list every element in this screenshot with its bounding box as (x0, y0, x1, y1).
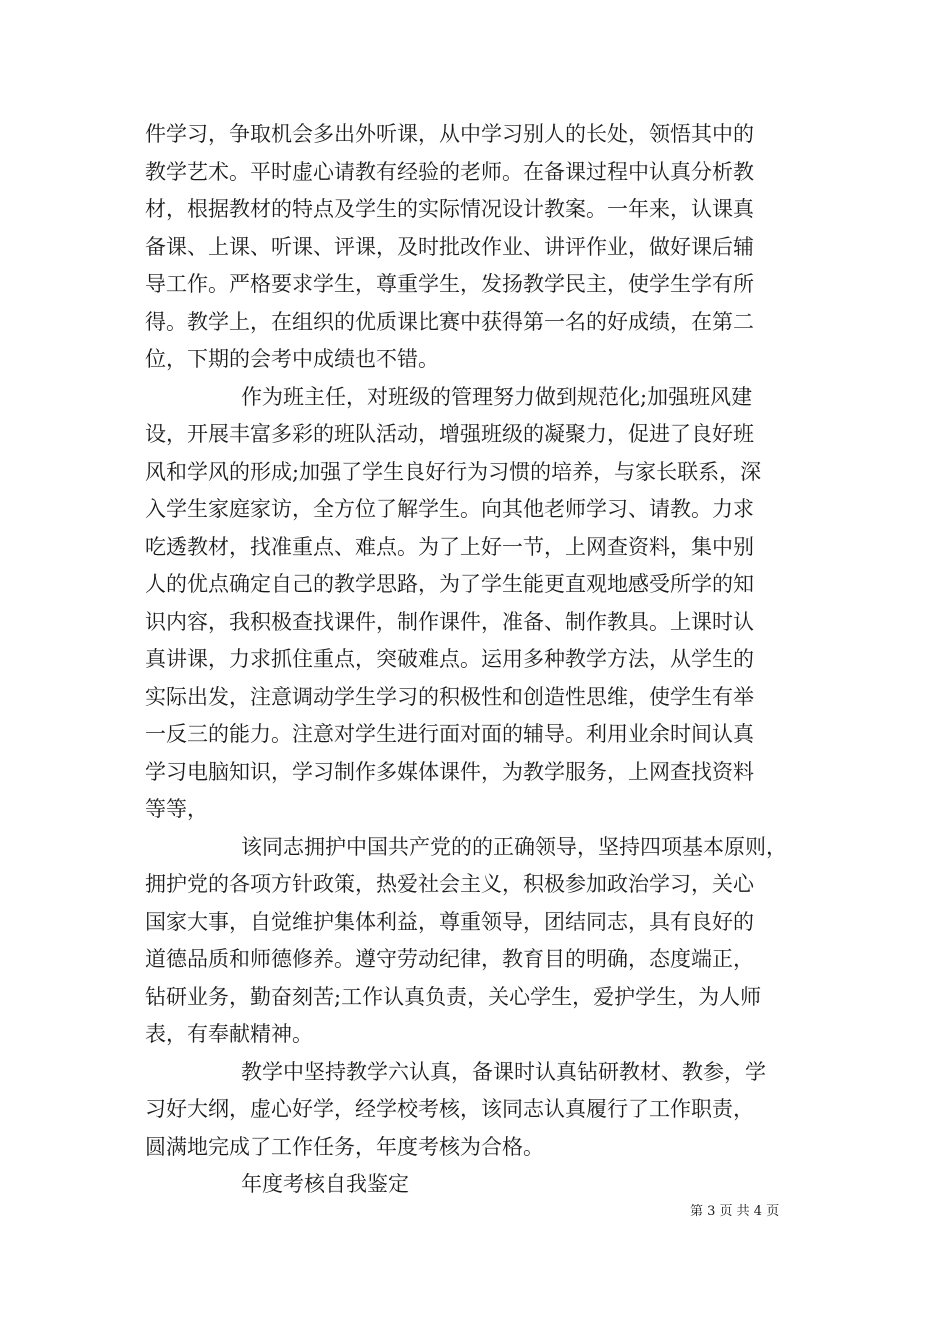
text-line: 学习电脑知识，学习制作多媒体课件，为教学服务，上网查找资料 (145, 759, 754, 784)
text-line: 件学习，争取机会多出外听课，从中学习别人的长处，领悟其中的 (145, 122, 754, 146)
paragraph-start-line: 教学中坚持教学六认真，备课时认真钻研教材、教参，学 (241, 1059, 766, 1084)
text-line: 人的优点确定自己的教学思路，为了学生能更直观地感受所学的知 (145, 572, 754, 596)
text-line: 风和学风的形成;加强了学生良好行为习惯的培养，与家长联系，深 (145, 459, 762, 484)
text-line: 导工作。严格要求学生，尊重学生，发扬教学民主，使学生学有所 (145, 272, 754, 296)
text-line: 吃透教材，找准重点、难点。为了上好一节，上网查资料，集中别 (145, 534, 754, 559)
text-line: 拥护党的各项方针政策，热爱社会主义，积极参加政治学习，关心 (145, 872, 754, 896)
text-line: 设，开展丰富多彩的班队活动，增强班级的凝聚力，促进了良好班 (145, 422, 754, 446)
text-line: 表，有奉献精神。 (145, 1022, 313, 1046)
text-line: 钻研业务，勤奋刻苦;工作认真负责，关心学生，爱护学生，为人师 (145, 984, 762, 1009)
text-line: 等等， (145, 797, 208, 821)
text-line: 得。教学上，在组织的优质课比赛中获得第一名的好成绩，在第二 (145, 309, 754, 334)
text-line: 圆满地完成了工作任务，年度考核为合格。 (145, 1134, 544, 1159)
text-line: 材，根据教材的特点及学生的实际情况设计教案。一年来，认课真 (145, 197, 754, 221)
section-heading: 年度考核自我鉴定 (241, 1172, 409, 1196)
text-line: 备课、上课、听课、评课，及时批改作业、讲评作业，做好课后辅 (145, 234, 754, 259)
text-line: 道德品质和师德修养。遵守劳动纪律，教育目的明确，态度端正， (145, 947, 754, 971)
text-line: 识内容，我积极查找课件，制作课件，准备、制作教具。上课时认 (145, 609, 754, 634)
text-line: 真讲课，力求抓住重点，突破难点。运用多种教学方法，从学生的 (145, 647, 754, 671)
paragraph-start-line: 该同志拥护中国共产党的的正确领导，坚持四项基本原则， (241, 834, 787, 859)
text-line: 国家大事，自觉维护集体利益，尊重领导，团结同志，具有良好的 (145, 909, 754, 934)
text-line: 实际出发，注意调动学生学习的积极性和创造性思维，使学生有举 (145, 684, 754, 709)
paragraph-start-line: 作为班主任，对班级的管理努力做到规范化;加强班风建 (241, 384, 753, 409)
text-line: 位，下期的会考中成绩也不错。 (145, 347, 439, 371)
text-line: 入学生家庭家访，全方位了解学生。向其他老师学习、请教。力求 (145, 497, 754, 521)
body-text (145, 116, 845, 1204)
page-footer: 第 3 页 共 4 页 (690, 1204, 780, 1219)
text-line: 习好大纲，虚心好学，经学校考核，该同志认真履行了工作职责， (145, 1097, 754, 1121)
text-line: 一反三的能力。注意对学生进行面对面的辅导。利用业余时间认真 (145, 722, 754, 746)
text-line: 教学艺术。平时虚心请教有经验的老师。在备课过程中认真分析教 (145, 159, 754, 184)
